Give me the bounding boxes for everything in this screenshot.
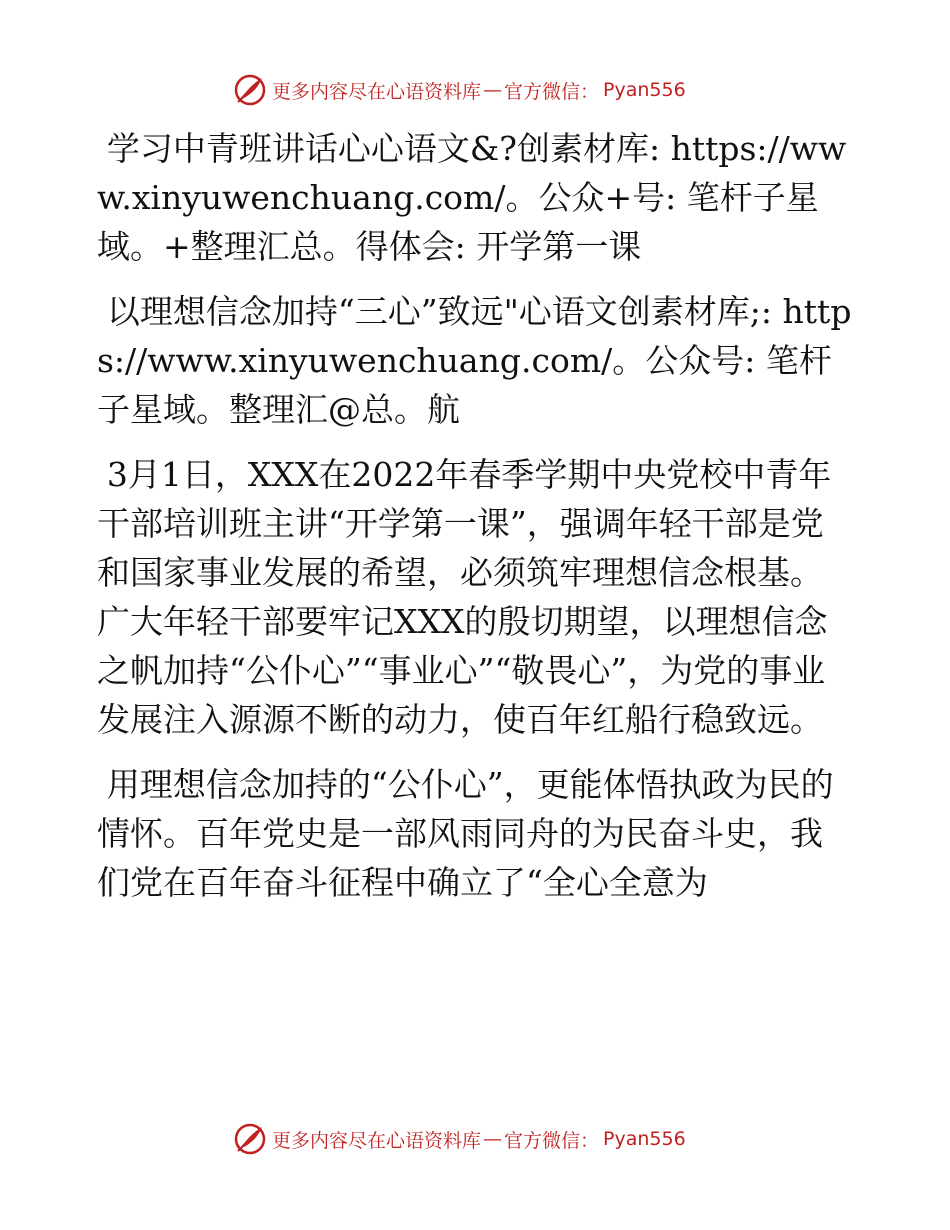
banner-wechat-id: Pyan556 [603, 1128, 686, 1150]
banner-wechat-label: 官方微信： [504, 1129, 600, 1152]
banner-title: 更多内容尽在心语资料库 [272, 1129, 482, 1152]
paragraph-3: 3月1日，XXX在2022年春季学期中央党校中青年干部培训班主讲“开学第一课”，强调年轻干部是党和国家事业发展的希望，必须筑牢理想信念根基。广大年轻干部要牢记XXX的殷切期望，以理想信念之帆加持“公仆心”“事业心”“敬畏心”，为党的事业发展注入源源不断的动力，使百年红船行稳致远。 [97, 455, 832, 739]
banner-wechat-id: Pyan556 [603, 79, 686, 101]
paragraph-1: 学习中青班讲话心心语文&?创素材库: https://www.xinyuwenchuang.com/。公众+号: 笔杆子星域。+整理汇总。得体会: 开学第一课 [97, 129, 847, 266]
banner-separator: — [483, 1128, 503, 1150]
paragraph-2: 以理想信念加持“三心”致远"心语文创素材库;: https://www.xinyuwenchuang.com/。公众号: 笔杆子星域。整理汇@总。航 [97, 292, 852, 429]
footer-watermark-banner [232, 1119, 712, 1159]
feather-pen-logo-icon [232, 1121, 268, 1157]
document-body [97, 124, 853, 923]
banner-title: 更多内容尽在心语资料库 [272, 80, 482, 103]
paragraph-4: 用理想信念加持的“公仆心”，更能体悟执政为民的情怀。百年党史是一部风雨同舟的为民奋斗史，我们党在百年奋斗征程中确立了“全心全意为 [97, 765, 834, 902]
header-watermark-banner [232, 70, 712, 110]
banner-separator: — [483, 79, 503, 101]
banner-wechat-label: 官方微信： [504, 80, 600, 103]
feather-pen-logo-icon [232, 72, 268, 108]
